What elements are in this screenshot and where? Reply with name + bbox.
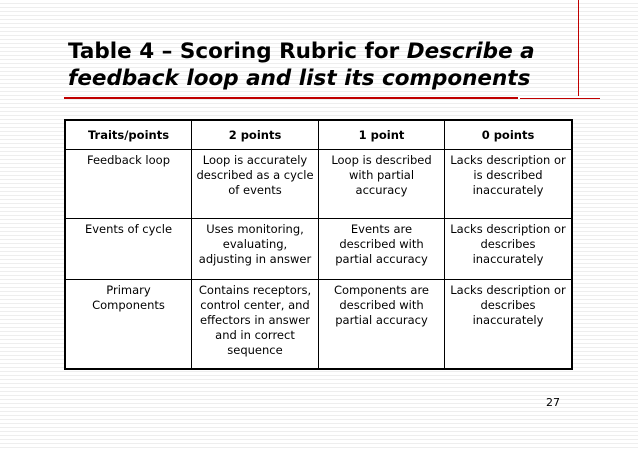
scoring-rubric-table [64, 119, 573, 370]
title-underline-extension [520, 98, 600, 99]
score-0-cell: Lacks description or is described inaccurately [445, 150, 573, 219]
trait-cell: Events of cycle [65, 219, 192, 280]
slide-title [68, 38, 608, 92]
header-traits: Traits/points [65, 120, 192, 150]
title-italic: Describe a feedback loop and list its components [68, 39, 535, 91]
trait-cell: Feedback loop [65, 150, 192, 219]
table-row [65, 219, 572, 280]
score-2-cell: Loop is accurately described as a cycle of events [192, 150, 319, 219]
score-1-cell: Events are described with partial accuracy [319, 219, 445, 280]
score-2-cell: Contains receptors, control center, and effectors in answer and in correct sequence [192, 280, 319, 370]
table-row [65, 150, 572, 219]
title-main: Table 4 – Scoring Rubric for [68, 39, 407, 64]
title-underline [64, 97, 518, 99]
score-2-cell: Uses monitoring, evaluating, adjusting in answer [192, 219, 319, 280]
score-1-cell: Loop is described with partial accuracy [319, 150, 445, 219]
page-number: 27 [546, 396, 560, 409]
header-2-points: 2 points [192, 120, 319, 150]
header-1-point: 1 point [319, 120, 445, 150]
score-0-cell: Lacks description or describes inaccurately [445, 280, 573, 370]
trait-cell: Primary Components [65, 280, 192, 370]
score-1-cell: Components are described with partial accuracy [319, 280, 445, 370]
table-row [65, 280, 572, 370]
score-0-cell: Lacks description or describes inaccurately [445, 219, 573, 280]
table-header-row [65, 120, 572, 150]
header-0-points: 0 points [445, 120, 573, 150]
